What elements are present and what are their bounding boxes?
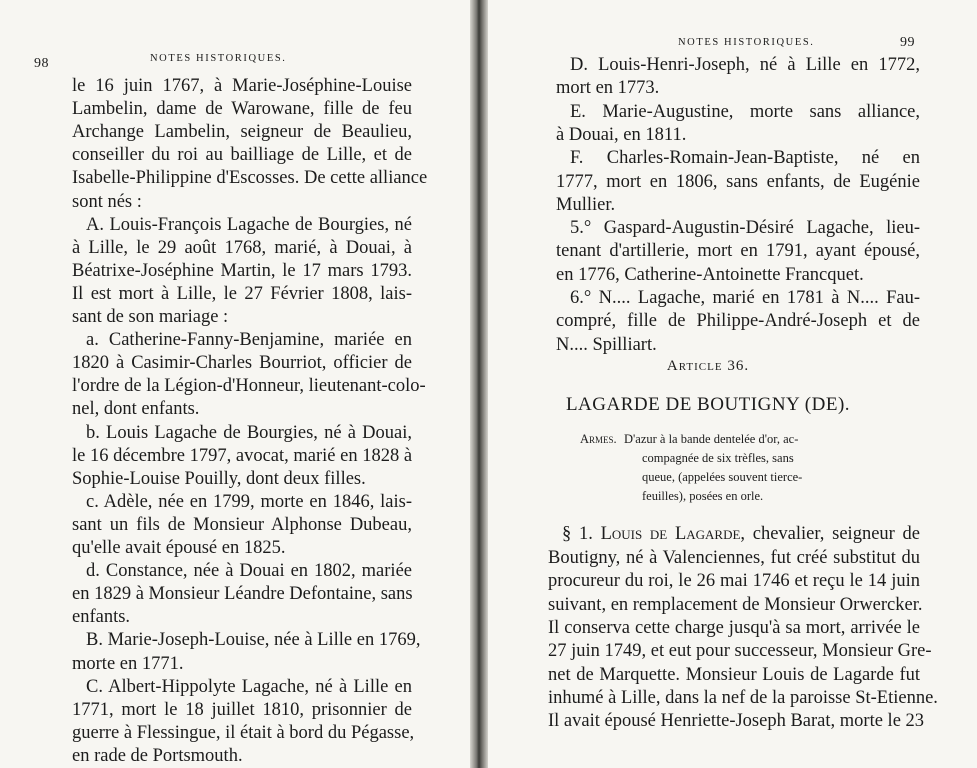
arms-label: Armes. xyxy=(580,432,617,446)
text-line: Il conserva cette charge jusqu'à sa mort, arrivée le xyxy=(548,617,920,638)
book-gutter xyxy=(470,0,488,768)
text-line: d. Constance, née à Douai en 1802, mariée xyxy=(86,561,412,582)
text-line: le 16 juin 1767, à Marie-Joséphine-Louise xyxy=(72,76,412,96)
text-line: b. Louis Lagache de Bourgies, né à Douai, xyxy=(86,422,412,443)
arms-line: feuilles), posées en orle. xyxy=(642,489,764,503)
arms-line: queue, (appelées souvent tierce- xyxy=(642,470,803,484)
text-line: 5.° Gaspard-Augustin-Désiré Lagache, lieu- xyxy=(570,218,920,239)
text-line: guerre à Flessingue, il était à bord du Pégasse, xyxy=(72,722,415,743)
text-line: D. Louis-Henri-Joseph, né à Lille en 1772, xyxy=(570,55,920,75)
text-line: Lambelin, dame de Warowane, fille de feu xyxy=(72,99,412,120)
text-line: 6.° N.... Lagache, marié en 1781 à N.... Fau- xyxy=(570,288,920,308)
text-line: tenant d'artillerie, mort en 1791, ayant épousé, xyxy=(556,241,920,262)
text-line: sont nés : xyxy=(72,191,142,212)
text-line: F. Charles-Romain-Jean-Baptiste, né en xyxy=(570,148,920,169)
text-line: c. Adèle, née en 1799, morte en 1846, lais- xyxy=(86,491,412,512)
text-line: l'ordre de la Légion-d'Honneur, lieutenant-colo- xyxy=(72,376,426,397)
running-head: NOTES HISTORIQUES. xyxy=(678,37,815,48)
text-line: en rade de Portsmouth. xyxy=(72,745,243,766)
text-line: Il avait épousé Henriette-Joseph Barat, morte le 23 xyxy=(548,711,925,732)
text-line: compré, fille de Philippe-André-Joseph et de xyxy=(556,311,920,332)
text-line: nel, dont enfants. xyxy=(72,399,200,420)
text-line: en 1776, Catherine-Antoinette Francquet. xyxy=(556,264,864,285)
text-line: 1820 à Casimir-Charles Bourriot, officier de xyxy=(72,353,412,374)
text-line: enfants. xyxy=(72,607,131,628)
page-number: 99 xyxy=(900,35,915,50)
paragraph-section: § 1. xyxy=(562,524,593,544)
left-page xyxy=(0,0,470,768)
text-line: C. Albert-Hippolyte Lagache, né à Lille en xyxy=(86,676,412,697)
article-label: Article 36. xyxy=(666,358,750,374)
text-line: qu'elle avait épousé en 1825. xyxy=(72,538,286,558)
text-line: à Lille, le 29 août 1768, marié, à Douai, à xyxy=(72,237,412,258)
paragraph-first-rest: , chevalier, seigneur de xyxy=(740,524,920,544)
text-line: en 1829 à Monsieur Léandre Defontaine, sans xyxy=(72,584,413,605)
text-line: suivant, en remplacement de Monsieur Orwercker. xyxy=(548,594,923,615)
text-line: E. Marie-Augustine, morte sans alliance, xyxy=(570,101,920,122)
text-line: à Douai, en 1811. xyxy=(556,124,687,145)
text-line: Isabelle-Philippine d'Escosses. De cette alliance xyxy=(72,168,428,189)
text-line: conseiller du roi au bailliage de Lille, et de xyxy=(72,145,412,166)
arms-line: D'azur à la bande dentelée d'or, ac- xyxy=(624,432,799,446)
page-number: 98 xyxy=(34,56,49,71)
arms-line: compagnée de six trèfles, sans xyxy=(642,451,794,465)
text-line: Mullier. xyxy=(556,194,616,215)
text-line: 27 juin 1749, et eut pour successeur, Monsieur Gre- xyxy=(548,641,932,662)
text-line: net de Marquette. Monsieur Louis de Lagarde fut xyxy=(548,664,920,685)
paragraph-first-line xyxy=(562,522,920,546)
text-line: sant de son mariage : xyxy=(72,307,229,327)
text-line: A. Louis-François Lagache de Bourgies, né xyxy=(86,214,412,235)
text-line: Il est mort à Lille, le 27 Février 1808, lais- xyxy=(72,283,412,304)
text-line: inhumé à Lille, dans la nef de la paroisse St-Etienne. xyxy=(548,687,938,708)
text-line: Sophie-Louise Pouilly, dont deux filles. xyxy=(72,468,366,489)
text-line: 1777, mort en 1806, sans enfants, de Eugénie xyxy=(556,171,920,192)
text-line: 1771, mort le 18 juillet 1810, prisonnier de xyxy=(72,699,412,720)
section-heading: LAGARDE DE BOUTIGNY (DE). xyxy=(565,394,851,415)
text-line: sant un fils de Monsieur Alphonse Dubeau, xyxy=(72,514,412,535)
text-line: mort en 1773. xyxy=(556,78,660,99)
text-line: morte en 1771. xyxy=(72,653,184,674)
right-page xyxy=(488,0,977,768)
text-line: N.... Spilliart. xyxy=(556,334,657,355)
text-line: Béatrixe-Joséphine Martin, le 17 mars 1793. xyxy=(72,260,412,281)
paragraph-name: Louis de Lagarde xyxy=(600,524,741,544)
text-line: le 16 décembre 1797, avocat, marié en 1828 à xyxy=(72,445,413,466)
text-line: Boutigny, né à Valenciennes, fut créé substitut du xyxy=(548,548,920,568)
text-line: Archange Lambelin, seigneur de Beaulieu, xyxy=(72,122,412,143)
text-line: B. Marie-Joseph-Louise, née à Lille en 1769, xyxy=(86,630,421,651)
text-line: procureur du roi, le 26 mai 1746 et reçu le 14 juin xyxy=(548,571,920,592)
text-line: a. Catherine-Fanny-Benjamine, mariée en xyxy=(86,330,412,351)
running-head: NOTES HISTORIQUES. xyxy=(150,53,287,64)
